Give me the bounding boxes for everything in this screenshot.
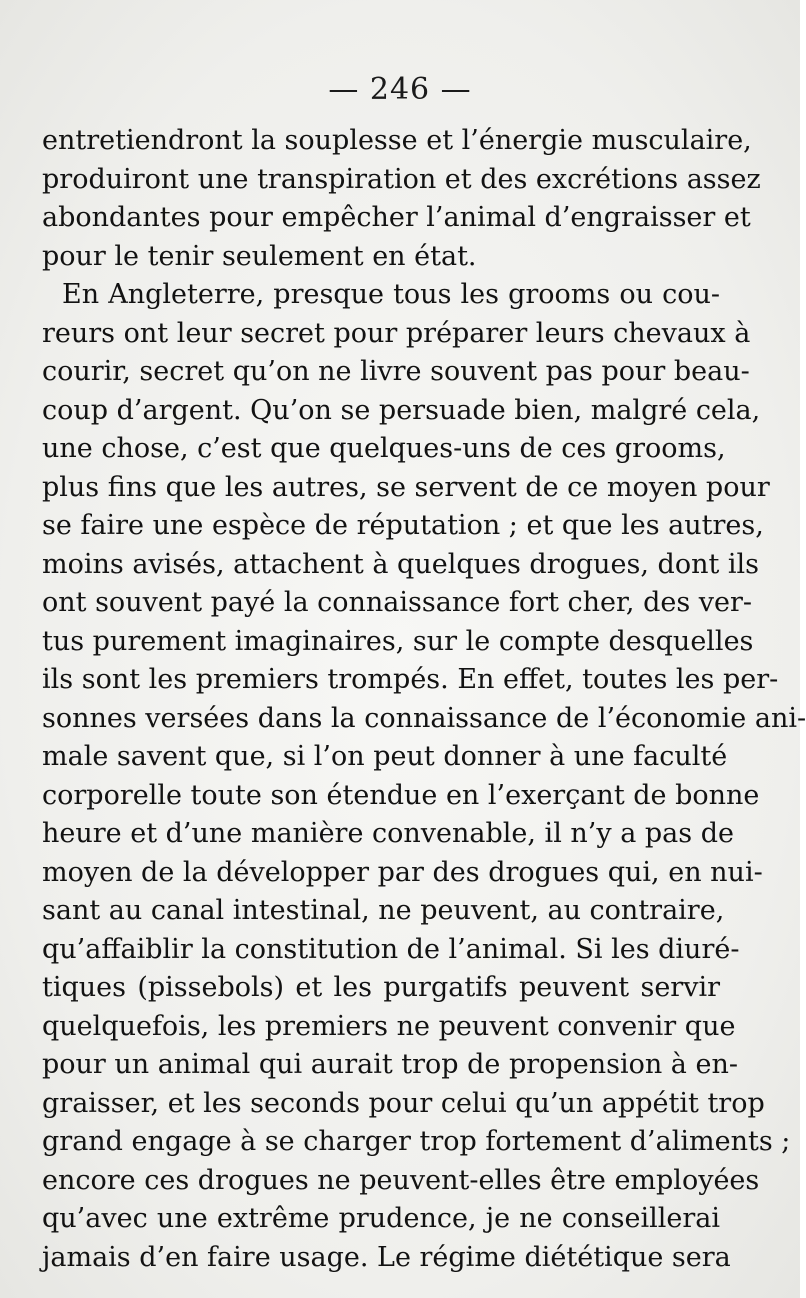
body-text: [42, 122, 806, 1277]
text-line: tus purement imaginaires, sur le compte desquelles: [42, 625, 754, 657]
text-line: grand engage à se charger trop fortement d’aliments ;: [42, 1126, 791, 1157]
text-line: encore ces drogues ne peuvent-elles être employées: [42, 1164, 760, 1196]
text-line: ont souvent payé la connaissance fort cher, des ver-: [42, 587, 753, 618]
text-line: En Angleterre, presque tous les grooms ou cou-: [62, 279, 720, 310]
text-line: moins avisés, attachent à quelques drogues, dont ils: [42, 548, 760, 580]
page-number: — 246 —: [328, 72, 472, 107]
text-line: male savent que, si l’on peut donner à une faculté: [42, 741, 728, 772]
text-line: courir, secret qu’on ne livre souvent pas pour beau-: [42, 356, 750, 387]
text-line: tiques (pissebols) et les purgatifs peuvent servir: [42, 972, 720, 1003]
text-line: qu’avec une extrême prudence, je ne conseillerai: [42, 1203, 720, 1234]
text-line: pour le tenir seulement en état.: [42, 240, 477, 272]
text-line: pour un animal qui aurait trop de propension à en-: [42, 1049, 738, 1080]
text-line: moyen de la développer par des drogues qui, en nui-: [42, 856, 763, 888]
text-line: plus fins que les autres, se servent de ce moyen pour: [42, 471, 770, 503]
text-line: ils sont les premiers trompés. En effet, toutes les per-: [42, 664, 779, 695]
text-line: heure et d’une manière convenable, il n’y a pas de: [42, 818, 734, 849]
text-line: graisser, et les seconds pour celui qu’un appétit trop: [42, 1087, 765, 1119]
text-line: entretiendront la souplesse et l’énergie musculaire,: [42, 125, 752, 156]
text-line: une chose, c’est que quelques-uns de ces grooms,: [42, 433, 726, 464]
text-line: abondantes pour empêcher l’animal d’engraisser et: [42, 202, 751, 233]
text-line: sonnes versées dans la connaissance de l’économie ani-: [42, 702, 806, 734]
text-line: qu’affaiblir la constitution de l’animal. Si les diuré-: [42, 933, 740, 965]
text-line: coup d’argent. Qu’on se persuade bien, malgré cela,: [42, 394, 761, 426]
text-line: sant au canal intestinal, ne peuvent, au contraire,: [42, 895, 725, 926]
text-line: se faire une espèce de réputation ; et que les autres,: [42, 510, 764, 541]
text-line: quelquefois, les premiers ne peuvent convenir que: [42, 1010, 736, 1042]
text-line: jamais d’en faire usage. Le régime diététique sera: [42, 1241, 731, 1273]
text-line: reurs ont leur secret pour préparer leurs chevaux à: [42, 317, 751, 349]
text-line: produiront une transpiration et des excrétions assez: [42, 163, 761, 195]
text-line: corporelle toute son étendue en l’exerçant de bonne: [42, 779, 760, 811]
